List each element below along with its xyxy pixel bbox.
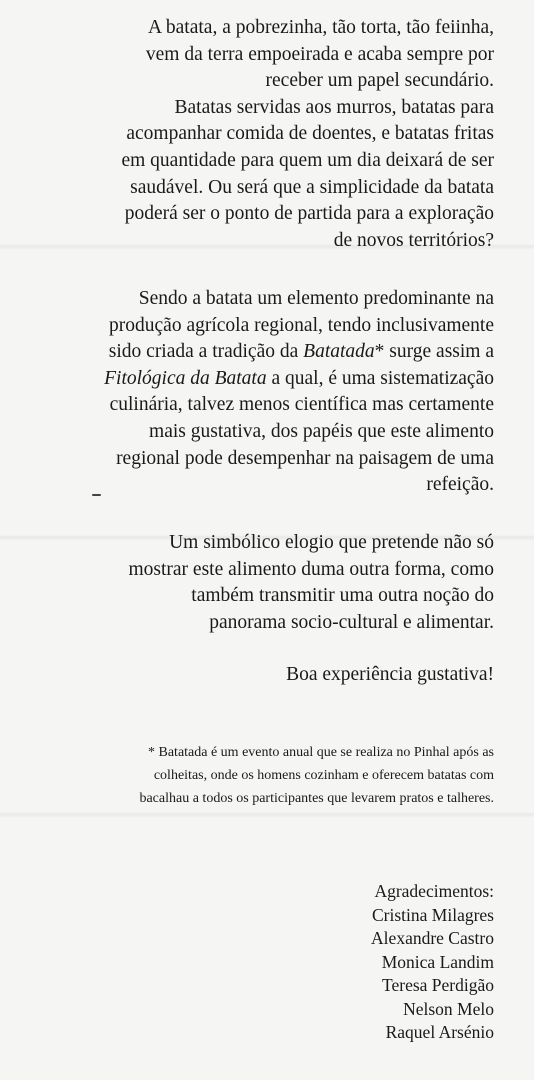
praise-line: também transmitir uma outra noção do bbox=[191, 585, 494, 607]
acknowledged-name: Monica Landim bbox=[381, 951, 494, 972]
body-text: surge assim a bbox=[384, 341, 494, 363]
acknowledged-name: Raquel Arsénio bbox=[385, 1022, 494, 1042]
footnote-line: colheitas, onde os homens cozinham e oferecem batatas com bbox=[153, 768, 494, 783]
body-line: produção agrícola regional, tendo inclusivamente bbox=[109, 314, 494, 336]
acknowledged-name: Alexandre Castro bbox=[371, 928, 494, 948]
intro-line: acompanhar comida de doentes, e batatas fritas bbox=[126, 123, 494, 145]
praise-line: panorama socio-cultural e alimentar. bbox=[209, 611, 494, 633]
body-line: culinária, talvez menos científica mas certamente bbox=[109, 394, 494, 416]
body-line bbox=[104, 366, 494, 393]
intro-line: em quantidade para quem um dia deixará de ser bbox=[121, 149, 494, 171]
acknowledged-name: Nelson Melo bbox=[403, 998, 494, 1019]
footnote-line: bacalhau a todos os participantes que levarem pratos e talheres. bbox=[139, 791, 494, 806]
footnote-line: * Batatada é um evento anual que se realiza no Pinhal após as bbox=[148, 745, 494, 760]
footnote-mark: * bbox=[374, 341, 385, 363]
intro-line: poderá ser o ponto de partida para a exploração bbox=[124, 203, 494, 225]
body-line: refeição. bbox=[426, 474, 494, 496]
intro-line: A batata, a pobrezinha, tão torta, tão feiinha, bbox=[148, 17, 494, 38]
footnote bbox=[139, 741, 494, 810]
acknowledged-name: Teresa Perdigão bbox=[382, 975, 494, 995]
acknowledgements bbox=[371, 880, 494, 1045]
acknowledged-name: Cristina Milagres bbox=[372, 904, 494, 925]
closing-text: Boa experiência gustativa! bbox=[286, 664, 494, 685]
body-text: sido criada a tradição da bbox=[108, 341, 304, 363]
praise-line: Um simbólico elogio que pretende não só bbox=[169, 532, 494, 553]
batatada-term: Batatada bbox=[303, 341, 375, 363]
intro-line: saudável. Ou será que a simplicidade da batata bbox=[130, 176, 494, 198]
closing-line bbox=[286, 662, 494, 689]
fitologica-title: Fitológica da Batata bbox=[104, 367, 267, 389]
body-line: Sendo a batata um elemento predominante na bbox=[138, 288, 494, 309]
praise-line: mostrar este alimento duma outra forma, como bbox=[128, 558, 494, 580]
body-text: a qual, é uma sistematização bbox=[266, 367, 494, 389]
body-line: mais gustativa, dos papéis que este alimento bbox=[149, 420, 494, 442]
intro-line: Batatas servidas aos murros, batatas para bbox=[174, 96, 494, 118]
praise-paragraph bbox=[128, 530, 494, 636]
intro-paragraph bbox=[121, 15, 494, 254]
body-line: regional pode desempenhar na paisagem de uma bbox=[116, 447, 494, 469]
intro-line: receber um papel secundário. bbox=[265, 70, 494, 92]
body-paragraph bbox=[104, 286, 494, 499]
intro-line: de novos territórios? bbox=[333, 229, 494, 251]
paper-speck bbox=[92, 494, 101, 496]
acknowledgements-heading: Agradecimentos: bbox=[374, 881, 494, 901]
intro-line: vem da terra empoeirada e acaba sempre por bbox=[145, 43, 494, 65]
body-line bbox=[104, 339, 494, 366]
